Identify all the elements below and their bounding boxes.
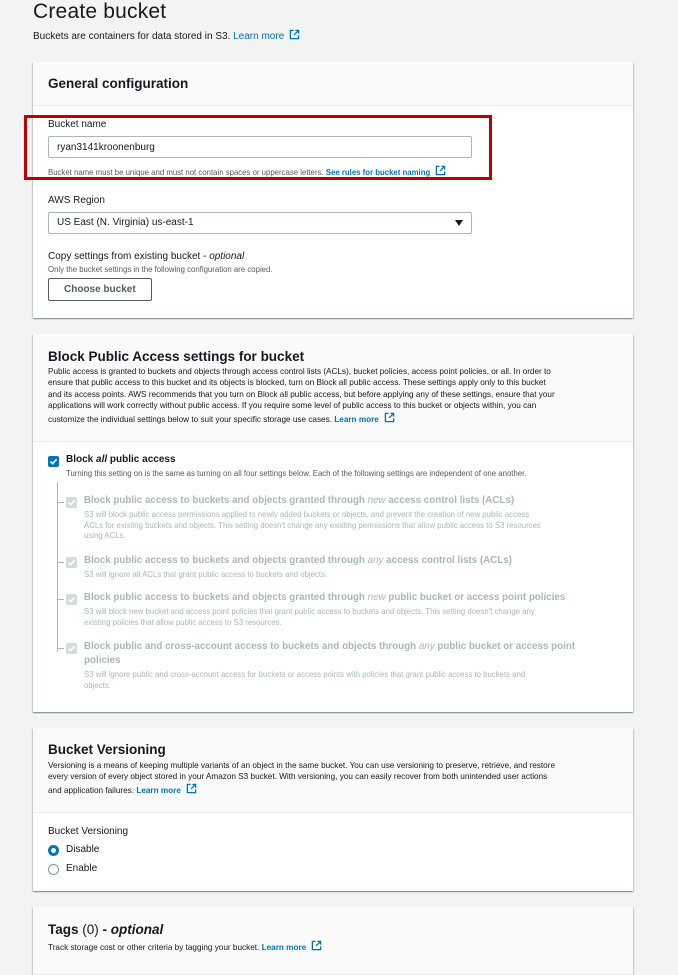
block-any-acls-checkbox[interactable] [66,557,77,568]
block-new-policies-label: Block public access to buckets and objects granted through new public bucket or access point policies [84,592,566,603]
block-new-policies-checkbox[interactable] [66,594,77,605]
versioning-enable-label: Enable [66,863,98,874]
block-public-access-header [33,334,633,442]
bucket-versioning-panel [33,728,633,891]
general-configuration-header [33,62,633,106]
block-public-access-panel [33,334,633,712]
bucket-name-label: Bucket name [48,119,107,130]
external-link-icon [384,412,395,423]
copy-settings-label: Copy settings from existing bucket - optional [48,251,245,262]
versioning-disable-radio[interactable] [48,845,59,856]
tree-connector [57,599,64,600]
block-all-public-access-description: Turning this setting on is the same as turning on all four settings below. Each of the following settings are independent of one another. [66,469,527,478]
tree-connector [57,482,58,652]
block-new-acls-description: S3 will block public access permissions applied to newly added buckets or objects, and prevent the creation of new public access ACLs for existing buckets and objects. This setting doesn't change any existing permissions that allow public access to S3 resources using ACLs. [84,510,541,540]
aws-region-value: US East (N. Virginia) us-east-1 [57,217,194,228]
block-all-public-access-checkbox[interactable] [48,456,59,467]
tags-title: Tags (0) - optional [48,922,164,937]
block-any-policies-checkbox[interactable] [66,643,77,654]
aws-region-label: AWS Region [48,195,105,206]
annotation-highlight-box [24,115,492,180]
external-link-icon [311,940,322,951]
block-new-acls-label: Block public access to buckets and objects granted through new access control lists (ACLs) [84,495,515,506]
general-configuration-panel [33,62,633,318]
bucket-versioning-header [33,728,633,813]
block-any-policies-description: S3 will ignore public and cross-account access for buckets or access points with policies that grant public access to buckets and objects. [84,670,526,690]
block-new-policies-description: S3 will block new bucket and access point policies that grant public access to buckets and objects. This setting doesn't change any existing policies that allow public access to S3 resources. [84,607,535,627]
block-public-access-title: Block Public Access settings for bucket [48,349,305,364]
versioning-disable-label: Disable [66,844,100,855]
versioning-enable-radio[interactable] [48,864,59,875]
tags-description: Track storage cost or other criteria by tagging your bucket. Learn more [48,940,618,953]
learn-more-link[interactable]: Learn more [136,785,181,795]
learn-more-link[interactable]: Learn more [334,414,379,424]
block-new-acls-checkbox[interactable] [66,497,77,508]
block-public-access-description: Public access is granted to buckets and objects through access control lists (ACLs), bucket policies, access point policies, or all. In order to ensure that public access to this bucket and its objects is blocked, turn on Block all public access. These settings apply only to this bucket and its access points. AWS recommends that you turn on Block all public access, but before applying any of these settings, ensure that your applications will work correctly without public access. If you require some level of public access to this bucket or objects within, you can customize the individual settings below to suit your specific storage use cases. Learn more [48,367,555,424]
general-configuration-title: General configuration [48,76,189,91]
page-title: Create bucket [33,0,167,23]
caret-down-icon [455,220,463,226]
bucket-versioning-description: Versioning is a means of keeping multiple variants of an object in the same bucket. You can use versioning to preserve, retrieve, and restore every version of every object stored in your Amazon S3 bucket. With versioning, you can easily recover from both unintended user actions and application failures. Learn more [48,761,556,795]
tags-panel [33,907,633,975]
external-link-icon [289,29,300,40]
choose-bucket-button[interactable]: Choose bucket [48,278,152,301]
block-any-acls-label: Block public access to buckets and objects granted through any access control lists (ACLs) [84,555,512,566]
learn-more-link[interactable]: Learn more [261,943,307,952]
tree-connector [57,502,64,503]
aws-region-select[interactable] [48,212,472,234]
block-all-public-access-label: Block all public access [66,454,176,465]
block-any-policies-label: Block public and cross-account access to buckets and objects through any public bucket or access point policies [84,641,576,666]
bucket-naming-rules-link[interactable]: See rules for bucket naming [325,168,431,177]
bucket-versioning-title: Bucket Versioning [48,742,166,757]
learn-more-link[interactable]: Learn more [233,31,285,42]
copy-settings-hint: Only the bucket settings in the following configuration are copied. [48,265,273,274]
tree-connector [57,648,64,649]
external-link-icon [186,783,197,794]
tree-connector [57,562,64,563]
page-description: Buckets are containers for data stored in S3. Learn more [33,29,300,42]
bucket-versioning-field-label: Bucket Versioning [48,826,129,837]
tags-header [33,907,633,975]
block-any-acls-description: S3 will ignore all ACLs that grant public access to buckets and objects. [84,570,328,579]
bucket-name-hint: Bucket name must be unique and must not contain spaces or uppercase letters. See rules for bucket naming [48,165,446,177]
